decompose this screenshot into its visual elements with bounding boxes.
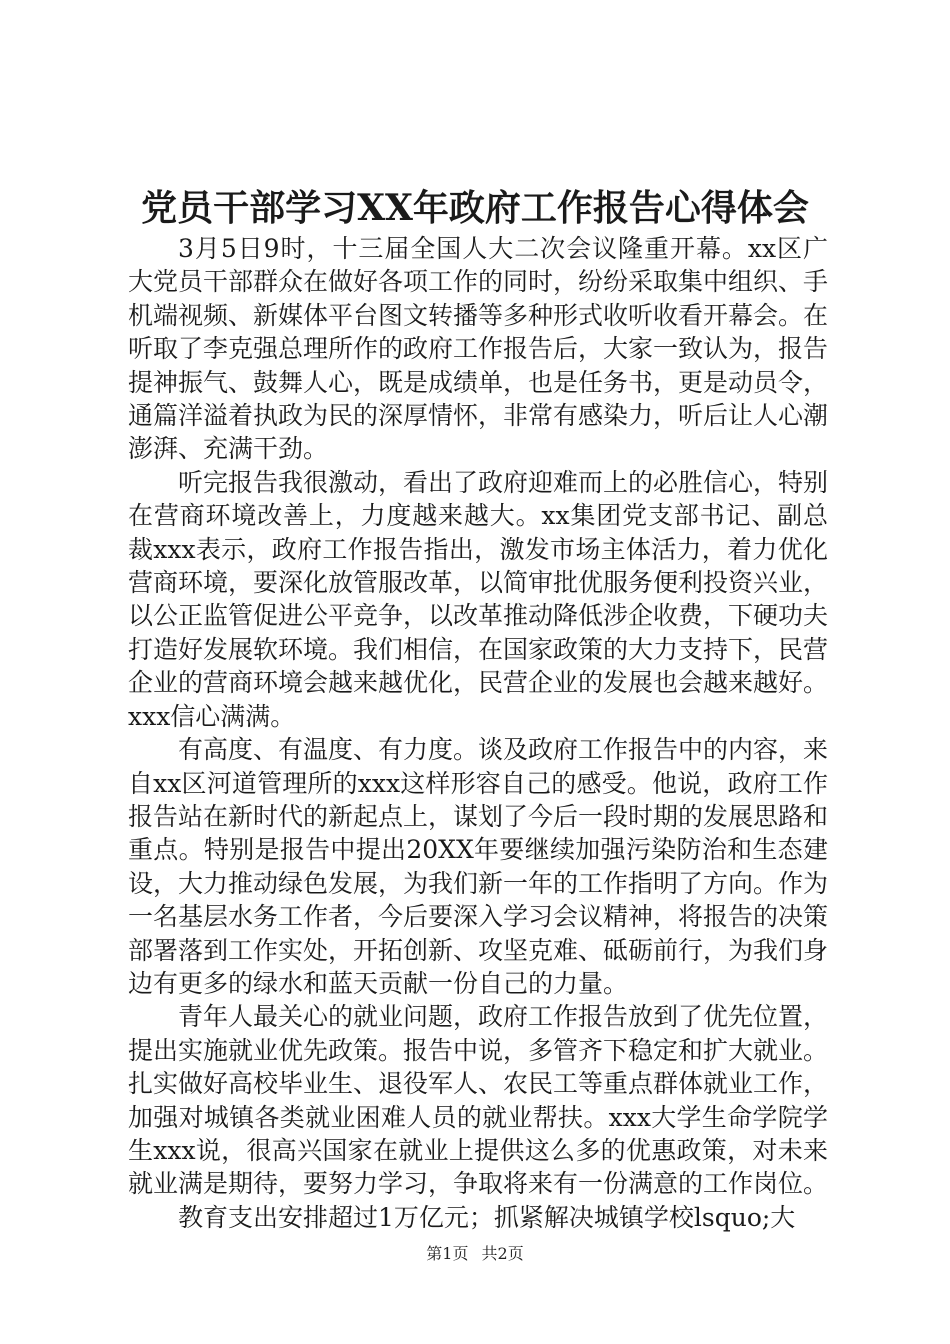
paragraph: 青年人最关心的就业问题，政府工作报告放到了优先位置，提出实施就业优先政策。报告中说，多管齐下稳定和扩大就业。扎实做好高校毕业生、退役军人、农民工等重点群体就业工作，加强对城镇各类就业困难人员的就业帮扶。xxx大学生命学院学生xxx说，很高兴国家在就业上提供这么多的优惠政策，对未来就业满是期待，要努力学习，争取将来有一份满意的工作岗位。 xyxy=(128,1002,829,1199)
paragraph: 有高度、有温度、有力度。谈及政府工作报告中的内容，来自xx区河道管理所的xxx这样形容自己的感受。他说，政府工作报告站在新时代的新起点上，谋划了今后一段时期的发展思路和重点。特别是报告中提出20XX年要继续加强污染防治和生态建设，大力推动绿色发展，为我们新一年的工作指明了方向。作为一名基层水务工作者，今后要深入学习会议精神，将报告的决策部署落到工作实处，开拓创新、攻坚克难、砥砺前行，为我们身边有更多的绿水和蓝天贡献一份自己的力量。 xyxy=(128,735,829,998)
page-total: 共2页 xyxy=(481,1244,524,1263)
page-number: 第1页 xyxy=(426,1244,469,1263)
paragraph: 3月5日9时，十三届全国人大二次会议隆重开幕。xx区广大党员干部群众在做好各项工作的同时，纷纷采取集中组织、手机端视频、新媒体平台图文转播等多种形式收听收看开幕会。在听取了李克强总理所作的政府工作报告后，大家一致认为，报告提神振气、鼓舞人心，既是成绩单，也是任务书，更是动员令，通篇洋溢着执政为民的深厚情怀，非常有感染力，听后让人心潮澎湃、充满干劲。 xyxy=(128,234,829,464)
document-body xyxy=(128,232,828,1234)
document-title: 党员干部学习XX年政府工作报告心得体会 xyxy=(141,187,809,229)
paragraph: 听完报告我很激动，看出了政府迎难而上的必胜信心，特别在营商环境改善上，力度越来越大。xx集团党支部书记、副总裁xxx表示，政府工作报告指出，激发市场主体活力，着力优化营商环境，要深化放管服改革，以简审批优服务便利投资兴业，以公正监管促进公平竞争，以改革推动降低涉企收费，下硬功夫打造好发展软环境。我们相信，在国家政策的大力支持下，民营企业的营商环境会越来越优化，民营企业的发展也会越来越好。xxx信心满满。 xyxy=(128,467,829,731)
paragraph: 教育支出安排超过1万亿元；抓紧解决城镇学校lsquo;大 xyxy=(178,1202,796,1232)
page-footer xyxy=(0,1242,950,1266)
